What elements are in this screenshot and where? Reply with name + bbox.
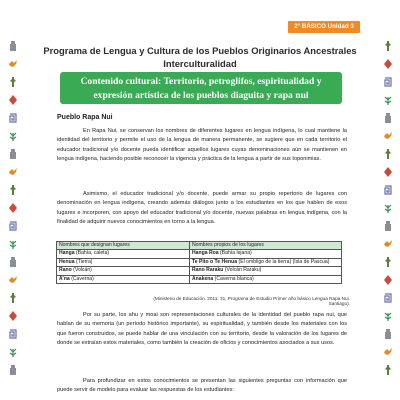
bird-figure-icon (8, 58, 18, 70)
table-cell (190, 258, 342, 266)
moai-figure-icon (383, 112, 393, 124)
human-figure-icon (383, 364, 393, 376)
gloss: (Volcán Raraku) (224, 267, 262, 274)
spiral-motif-icon (8, 112, 18, 124)
spiral-motif-icon (8, 220, 18, 232)
plant-motif-icon (383, 94, 393, 106)
program-title (30, 44, 370, 70)
gloss: (Caverna) (71, 275, 94, 282)
moai-figure-icon (8, 148, 18, 160)
bird-figure-icon (383, 346, 393, 358)
term: Hanga Roa (192, 250, 219, 257)
spiral-motif-icon (8, 328, 18, 340)
left-decorative-border (6, 40, 20, 400)
human-figure-icon (383, 256, 393, 268)
paragraph-2 (57, 190, 347, 228)
diamond-motif-icon (383, 58, 393, 70)
table-cell (190, 267, 342, 275)
table-cell (57, 258, 190, 266)
diamond-motif-icon (383, 166, 393, 178)
paragraph-4-text: Para profundizar en estos conocimientos se presentan las siguientes preguntas con información que puede servir de modelo para evaluar las respuestas de los estudiantes: (57, 378, 347, 394)
table-row (57, 275, 342, 283)
banner-line1: Contenido cultural: Territorio, petroglifos, espiritualidad y (80, 76, 322, 87)
place-names-table (56, 241, 342, 284)
section-heading: Pueblo Rapa Nui (57, 114, 113, 121)
gloss: (El ombligo de la tierra) (Isla de Pascua) (238, 258, 330, 265)
moai-figure-icon (383, 220, 393, 232)
term: Te Pito o Te Henua (192, 258, 238, 265)
table-row (57, 258, 342, 266)
gloss: (Bahía, caleta) (76, 250, 110, 257)
human-figure-icon (8, 184, 18, 196)
term: Rano Raraku (192, 267, 224, 274)
program-title-line2: Interculturalidad (163, 58, 237, 69)
term: Rano (59, 267, 72, 274)
human-figure-icon (383, 40, 393, 52)
term: A’na (59, 275, 70, 282)
table-cell (190, 275, 342, 283)
bird-figure-icon (383, 130, 393, 142)
table-cell (57, 250, 190, 258)
term: Anakena (192, 275, 214, 282)
moai-figure-icon (8, 364, 18, 376)
bird-figure-icon (8, 166, 18, 178)
paragraph-3 (57, 311, 347, 349)
table-header-cell: Nombres que designan lugares (57, 242, 190, 250)
gloss: (Caverna blanca) (214, 275, 254, 282)
spiral-motif-icon (383, 184, 393, 196)
gloss: (Bahía lejana) (220, 250, 252, 257)
banner-line2: expresión artística de los pueblos diaguita y rapa nui (93, 90, 309, 101)
diamond-motif-icon (8, 94, 18, 106)
bird-figure-icon (383, 238, 393, 250)
paragraph-1 (57, 127, 347, 165)
table-row (57, 267, 342, 275)
plant-motif-icon (8, 346, 18, 358)
human-figure-icon (383, 148, 393, 160)
moai-figure-icon (8, 256, 18, 268)
table-cell (190, 250, 342, 258)
diamond-motif-icon (8, 202, 18, 214)
diamond-motif-icon (383, 274, 393, 286)
plant-motif-icon (8, 130, 18, 142)
moai-figure-icon (8, 40, 18, 52)
paragraph-1-text: En Rapa Nui, se conservan los nombres de diferentes lugares en lengua indígena, lo cual mantiene la identidad del territorio y permite el uso de la lengua de manera permanente, se sugiere que en cada territorio el educador tradicional y/o docente pueda identificar aquellos lugares cuyas denominaciones aún se mantienen en lengua indígena, haciendo posible reconocer la vigencia y práctica de la lengua a partir de sus toponimias. (57, 128, 347, 163)
spiral-motif-icon (383, 76, 393, 88)
bird-figure-icon (8, 274, 18, 286)
plant-motif-icon (8, 238, 18, 250)
table-header-row (57, 242, 342, 250)
grade-unit-badge: 2° BÁSICO Unidad 3 (288, 21, 360, 33)
human-figure-icon (8, 76, 18, 88)
table-cell (57, 275, 190, 283)
moai-figure-icon (383, 328, 393, 340)
plant-motif-icon (383, 202, 393, 214)
table-source-citation: (Ministerio de Educación. 2011: 31, Programa de Estudio Primer año básico Lengua Rapa Nui. Santiago). (153, 296, 350, 306)
table-cell (57, 267, 190, 275)
human-figure-icon (8, 292, 18, 304)
right-decorative-border (381, 40, 395, 400)
spiral-motif-icon (383, 292, 393, 304)
gloss: (Tierra) (76, 258, 93, 265)
gloss: (Volcán) (73, 267, 92, 274)
diamond-motif-icon (8, 310, 18, 322)
table-header-cell: Nombres propios de los lugares (190, 242, 342, 250)
term: Henua (59, 258, 75, 265)
paragraph-3-text: Por su parte, los ahu y moai son representaciones culturales de la identidad del pueblo rapa nui, que hablan de su memoria (un período histórico importante), su espiritualidad, y también desde los materiales con los que fueron construidos, se puede hablar de una vinculación con su territorio, desde la valoración de los lugares de donde se extraían estos materiales, como también la creación de oficios y conocimientos asociados a sus usos. (57, 312, 347, 347)
plant-motif-icon (383, 310, 393, 322)
cultural-content-banner (60, 72, 342, 104)
term: Hanga (59, 250, 75, 257)
program-title-line1: Programa de Lengua y Cultura de los Pueblos Originarios Ancestrales (43, 45, 357, 56)
table-row (57, 250, 342, 258)
paragraph-4 (57, 377, 347, 396)
paragraph-2-text: Asimismo, el educador tradicional y/o docente, puede armar su propio repertorio de lugares con denominación en lengua indígena, creando además diálogos junto a los estudiantes en los que hablen de esos lugares e incorporen, con apoyo del educador tradicional y/o docente, nuevas palabras en lengua indígena, con la finalidad de adquirir nuevos conocimientos en torno a la lengua. (57, 191, 347, 226)
